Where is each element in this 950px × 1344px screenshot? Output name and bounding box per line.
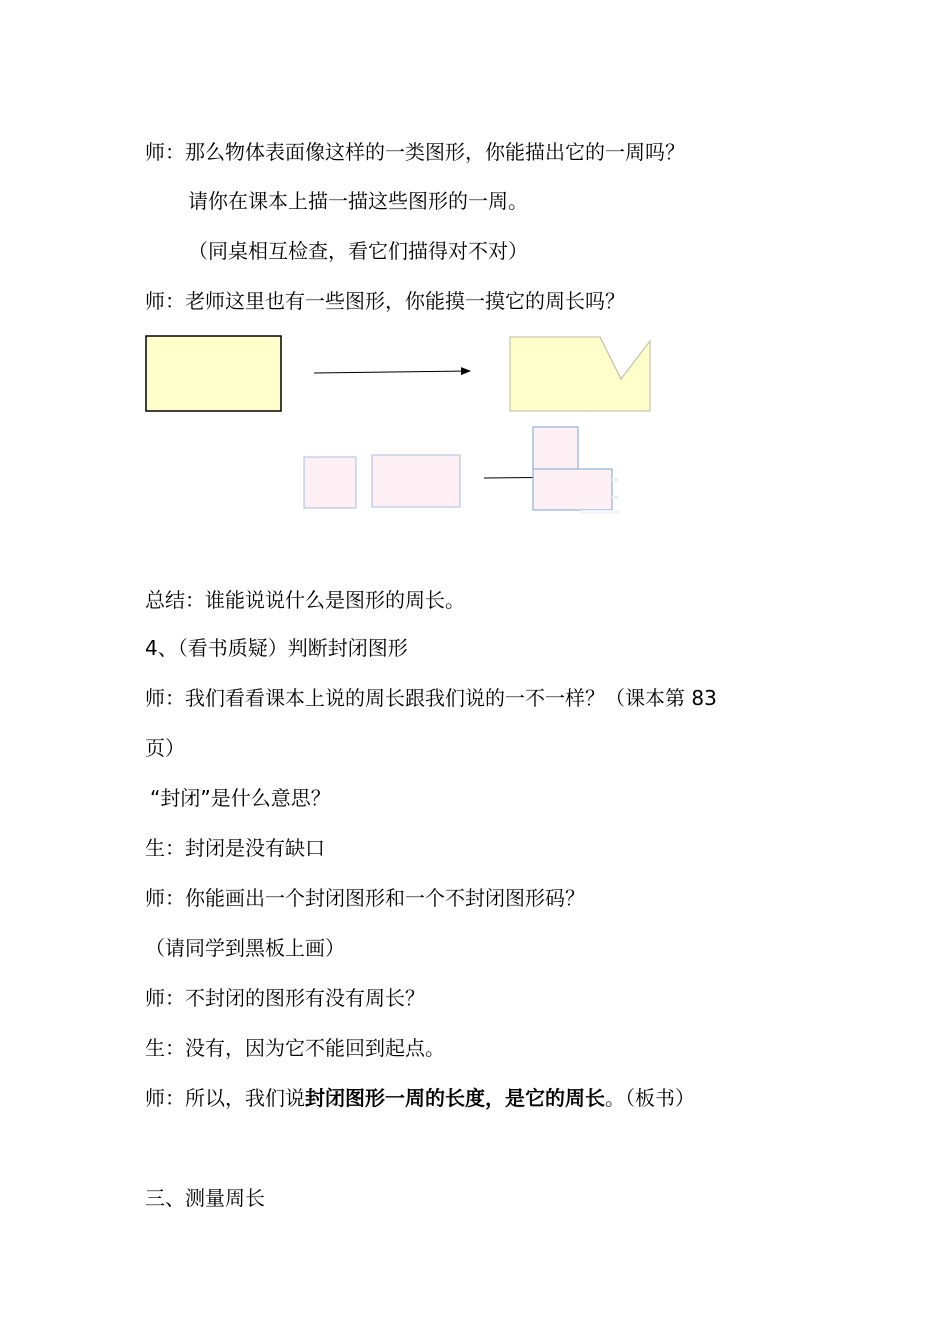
faint-mark xyxy=(612,478,618,481)
text-line-1: 师：那么物体表面像这样的一类图形，你能描出它的一周吗？ xyxy=(145,140,685,164)
text-line-9: “封闭”是什么意思？ xyxy=(150,786,331,810)
yellow-notched-shape xyxy=(510,337,650,411)
text-line-7: 师：我们看看课本上说的周长跟我们说的一不一样？（课本第 83 xyxy=(145,686,717,710)
text-line-14: 生：没有，因为它不能回到起点。 xyxy=(145,1036,445,1060)
text-line-2: 请你在课本上描一描这些图形的一周。 xyxy=(188,189,528,213)
text-line-10: 生：封闭是没有缺口 xyxy=(145,836,325,860)
section-heading: 三、测量周长 xyxy=(145,1186,265,1210)
text-line-12: （请同学到黑板上画） xyxy=(145,936,345,960)
text-line-11: 师：你能画出一个封闭图形和一个不封闭图形码？ xyxy=(145,886,585,910)
definition-bold: 封闭图形一周的长度，是它的周长 xyxy=(305,1086,605,1110)
text-line-4: 师：老师这里也有一些图形，你能摸一摸它的周长吗？ xyxy=(145,289,625,313)
text-line-8: 页） xyxy=(145,736,185,760)
text-line-15-start: 师：所以，我们说 xyxy=(145,1086,305,1110)
arrow-1 xyxy=(314,371,470,373)
text-line-15-end: 。（板书） xyxy=(605,1086,695,1110)
yellow-rectangle xyxy=(146,336,281,411)
text-line-5: 总结：谁能说说什么是图形的周长。 xyxy=(145,588,465,612)
faint-mark-3 xyxy=(580,510,620,514)
combined-square-top xyxy=(533,427,578,469)
text-line-15 xyxy=(145,1086,695,1110)
text-line-3: （同桌相互检查，看它们描得对不对） xyxy=(188,239,528,263)
pink-square xyxy=(304,457,356,508)
shapes-figure xyxy=(0,0,950,560)
text-line-13: 师：不封闭的图形有没有周长？ xyxy=(145,986,425,1010)
combined-rect-bottom xyxy=(533,469,612,510)
faint-mark-2 xyxy=(612,496,618,499)
text-line-6: 4、（看书质疑）判断封闭图形 xyxy=(145,636,408,660)
pink-rectangle xyxy=(372,455,460,507)
